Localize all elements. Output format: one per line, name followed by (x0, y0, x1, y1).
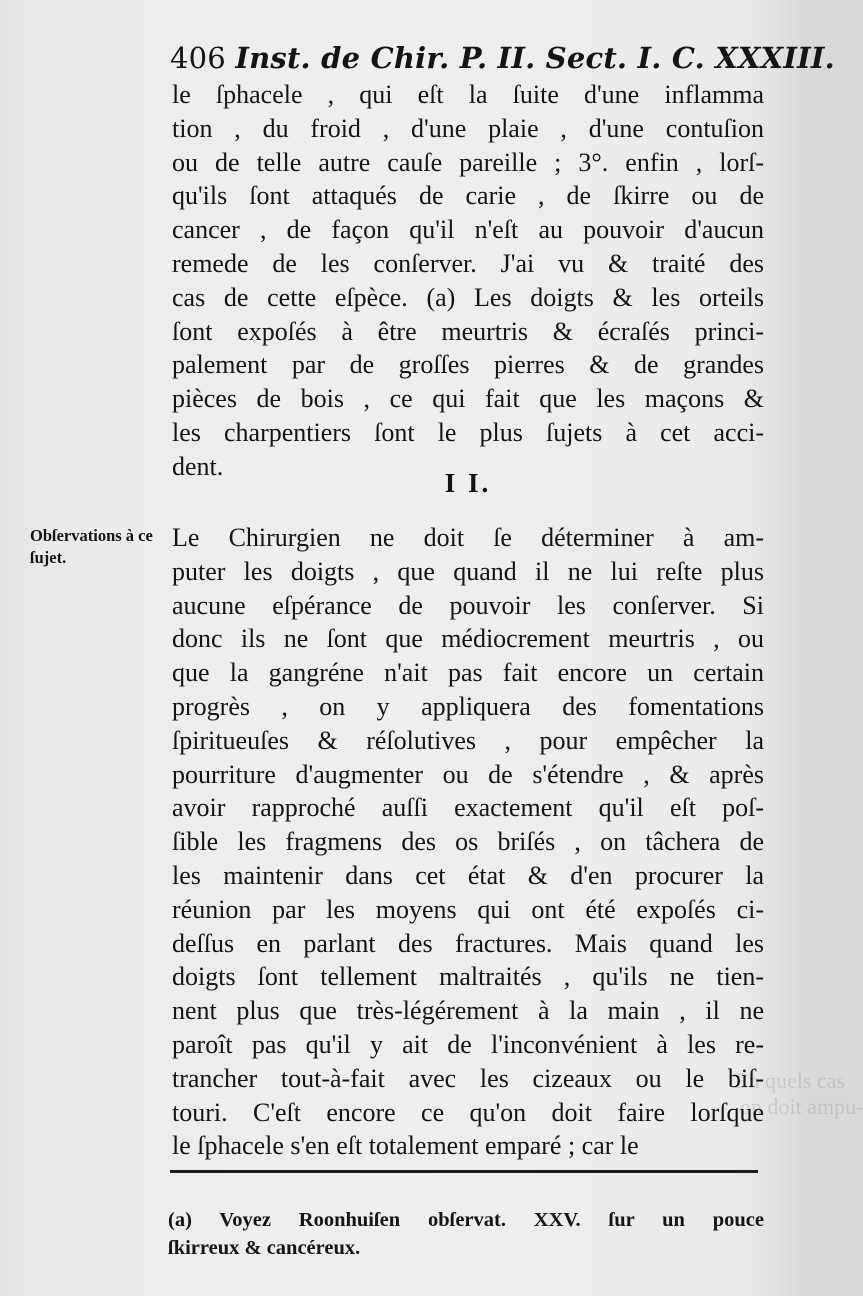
footnote-rule (170, 1170, 758, 1173)
text-line: nent plus que très-légérement à la main , il ne (172, 996, 764, 1026)
text-line: les charpentiers ſont le plus ſujets à cet acci- (172, 417, 764, 447)
text-line: deſſus en parlant des fractures. Mais quand les (172, 928, 764, 958)
text-line: ſible les fragmens des os briſés , on tâchera de (172, 827, 764, 857)
text-line: remede de les conſerver. J'ai vu & traité des (172, 248, 764, 278)
bleed-through-text: En quels cas (735, 1068, 845, 1093)
text-line: cas de cette eſpèce. (a) Les doigts & les orteils (172, 282, 764, 312)
margin-note: Obſervations à ce ſujet. (30, 526, 153, 567)
text-line: palement par de groſſes pierres & de grandes (172, 350, 764, 380)
text-line: pièces de bois , ce qui fait que les maçons & (172, 384, 764, 414)
text-line: avoir rapproché auſſi exactement qu'il eſt poſ- (172, 793, 764, 823)
footnote-line: (a) Voyez Roonhuiſen obſervat. XXV. ſur un pouce (168, 1209, 764, 1231)
text-line: ou de telle autre cauſe pareille ; 3°. enfin , lorſ- (172, 147, 764, 177)
page-number: 406 (170, 41, 226, 75)
footnote-line: ſkirreux & cancéreux. (168, 1237, 361, 1259)
footnote (168, 1206, 764, 1262)
text-line: puter les doigts , que quand il ne lui reſte plus (172, 556, 764, 586)
text-line: les maintenir dans cet état & d'en procurer la (172, 860, 764, 890)
text-line: trancher tout-à-fait avec les cizeaux ou le biſ- (172, 1063, 764, 1093)
text-line: ſont expoſés à être meurtris & écraſés princi- (172, 316, 764, 346)
text-line: tion , du froid , d'une plaie , d'une contuſion (172, 113, 764, 143)
body-paragraph-1 (172, 78, 764, 484)
running-head (170, 38, 835, 78)
text-line: dent. (172, 451, 224, 481)
running-head-title: Inst. de Chir. P. II. Sect. I. C. XXXIII. (235, 41, 835, 75)
text-line: cancer , de façon qu'il n'eſt au pouvoir d'aucun (172, 215, 764, 245)
bleed-through-text: on doit ampu- (740, 1094, 863, 1119)
text-line: que la gangréne n'ait pas fait encore un certain (172, 658, 764, 688)
text-line: donc ils ne ſont que médiocrement meurtris , ou (172, 624, 764, 654)
text-line: ſpiritueuſes & réſolutives , pour empêcher la (172, 725, 764, 755)
text-line: doigts ſont tellement maltraités , qu'ils ne tien- (172, 962, 764, 992)
text-line: aucune eſpérance de pouvoir les conſerver. Si (172, 590, 764, 620)
body-paragraph-2 (172, 521, 764, 1163)
section-number: I I. (444, 468, 492, 498)
text-line: paroît pas qu'il y ait de l'inconvénient à les re- (172, 1029, 764, 1059)
text-line: le ſphacele s'en eſt totalement emparé ; car le (172, 1131, 639, 1161)
text-line: Le Chirurgien ne doit ſe déterminer à am- (172, 523, 764, 552)
text-line: réunion par les moyens qui ont été expoſés ci- (172, 894, 764, 924)
text-line: touri. C'eſt encore ce qu'on doit faire lorſque (172, 1097, 764, 1127)
text-line: qu'ils ſont attaqués de carie , de ſkirre ou de (172, 181, 764, 211)
text-line: progrès , on y appliquera des fomentations (172, 691, 764, 721)
text-line: le ſphacele , qui eſt la ſuite d'une inflamma (172, 80, 764, 109)
text-line: pourriture d'augmenter ou de s'étendre , & après (172, 759, 764, 789)
